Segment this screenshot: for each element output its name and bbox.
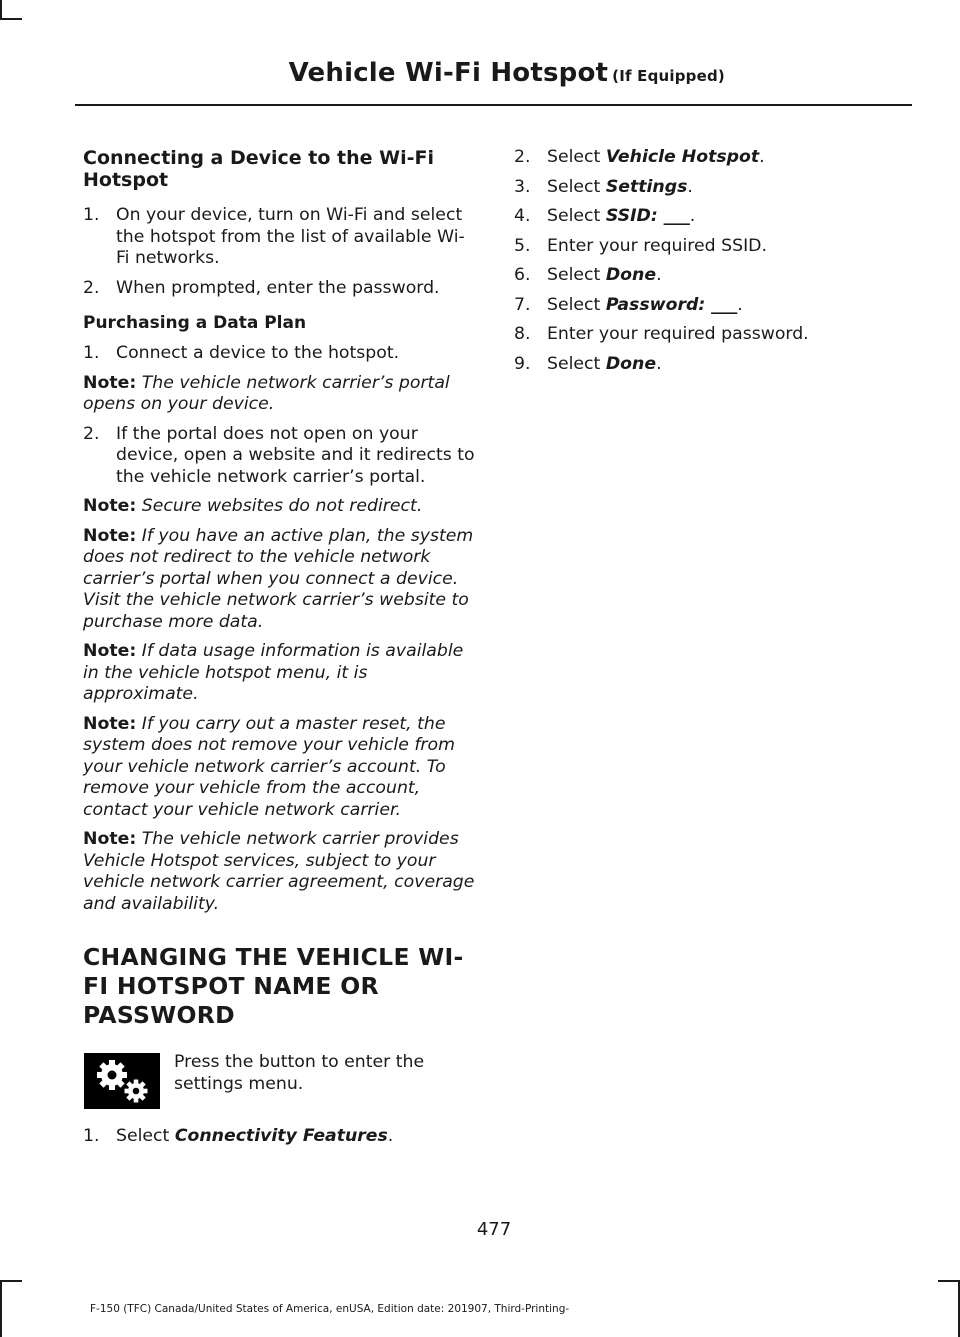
header-title-text: Vehicle Wi-Fi Hotspot — [288, 58, 609, 88]
note-text: Secure websites do not redirect. — [141, 496, 423, 516]
step-number: 2. — [83, 423, 100, 444]
step-text-suffix: . — [387, 1126, 394, 1146]
step-text-suffix: . — [737, 294, 743, 315]
note-text: The vehicle network carrier provides Vehicle Hotspot services, subject to your vehicle network carrier agreement, coverage and availability. — [83, 829, 475, 914]
step-text-suffix: . — [656, 353, 662, 374]
step-number: 8. — [514, 324, 531, 344]
step-number: 1. — [83, 205, 100, 225]
step-number: 6. — [514, 265, 531, 285]
list-item — [83, 343, 475, 365]
list-item — [514, 295, 914, 317]
step-text-suffix: . — [759, 147, 765, 167]
step-text-prefix: Select — [547, 353, 606, 374]
settings-instruction-text: Press the button to enter the settings menu. — [174, 1052, 425, 1094]
step-text-prefix: Enter your required SSID. — [547, 235, 767, 256]
step-text-prefix: Select — [116, 1126, 175, 1146]
menu-option: Password: ___ — [605, 294, 738, 315]
note-label: Note: — [83, 829, 137, 849]
step-number: 9. — [514, 353, 531, 374]
step-number: 1. — [83, 343, 100, 363]
menu-option: Connectivity Features — [174, 1126, 388, 1146]
note — [83, 714, 475, 822]
list-item — [514, 354, 914, 376]
settings-gears-icon — [84, 1053, 160, 1109]
step-text-prefix: Select — [547, 176, 606, 197]
step-text-suffix: . — [656, 265, 662, 285]
step-text: When prompted, enter the password. — [116, 277, 440, 298]
list-item — [514, 265, 914, 287]
step-number: 2. — [514, 147, 531, 167]
note — [83, 829, 475, 915]
note-text: If data usage information is available in the vehicle hotspot menu, it is approximate. — [83, 641, 464, 704]
step-text: On your device, turn on Wi-Fi and select the hotspot from the list of available Wi-Fi networks. — [116, 205, 465, 268]
list-item — [514, 324, 914, 346]
section-title-line: CHANGING THE VEHICLE WI- — [83, 943, 464, 971]
spacer — [83, 923, 475, 943]
note — [83, 496, 475, 518]
page-number: 477 — [476, 1219, 512, 1240]
page-header-title — [289, 58, 725, 88]
menu-option: Done — [605, 265, 657, 285]
note-text: If you carry out a master reset, the system does not remove your vehicle from your vehicle network carrier’s account. To remove your vehicle from the account, contact your vehicle network carrier. — [83, 713, 455, 820]
list-item — [514, 206, 914, 228]
left-column — [83, 147, 475, 1156]
step-text-suffix: . — [689, 206, 696, 226]
menu-option: SSID: ___ — [605, 206, 690, 226]
subsection-heading: Purchasing a Data Plan — [83, 313, 307, 333]
step-number: 5. — [514, 235, 531, 256]
note-label: Note: — [83, 525, 137, 546]
menu-option: Done — [605, 353, 657, 374]
list-item — [514, 177, 914, 199]
crop-mark — [938, 1280, 960, 1282]
step-text: Connect a device to the hotspot. — [116, 343, 400, 363]
step-number: 1. — [83, 1126, 100, 1146]
list-item — [514, 147, 914, 169]
right-column — [514, 147, 914, 383]
step-text-prefix: Select — [547, 206, 606, 226]
settings-instruction — [83, 1052, 475, 1112]
spacer — [83, 1030, 475, 1052]
menu-option: Vehicle Hotspot — [605, 147, 760, 167]
crop-mark — [0, 18, 22, 20]
menu-option: Settings — [605, 176, 688, 197]
list-item — [514, 236, 914, 258]
step-text-prefix: Select — [547, 265, 606, 285]
section-title-line: PASSWORD — [83, 1001, 235, 1029]
list-item — [83, 278, 475, 300]
crop-mark — [0, 0, 2, 18]
step-text-prefix: Select — [547, 294, 606, 315]
step-text-suffix: . — [687, 176, 693, 197]
note — [83, 526, 475, 634]
step-number: 3. — [514, 176, 531, 197]
crop-mark — [0, 1282, 2, 1337]
list-item — [83, 205, 475, 270]
note-text: The vehicle network carrier’s portal opens on your device. — [83, 372, 450, 414]
note-label: Note: — [83, 372, 137, 393]
crop-mark — [0, 1280, 22, 1282]
header-title-suffix: (If Equipped) — [612, 67, 725, 85]
step-number: 4. — [514, 206, 531, 226]
list-item — [83, 1126, 475, 1148]
step-text: If the portal does not open on your device, open a website and it redirects to the vehicle network carrier’s portal. — [116, 423, 475, 487]
note — [83, 641, 475, 706]
header-divider — [75, 104, 912, 106]
footer-text: F-150 (TFC) Canada/United States of America, enUSA, Edition date: 201907, Third-Printing- — [90, 1303, 570, 1315]
list-item — [83, 424, 475, 489]
step-number: 2. — [83, 277, 100, 298]
section-heading: Connecting a Device to the Wi-Fi Hotspot — [83, 147, 434, 191]
step-text-prefix: Enter your required password. — [547, 324, 809, 344]
step-number: 7. — [514, 294, 531, 315]
section-title-line: FI HOTSPOT NAME OR — [83, 972, 379, 1000]
note-label: Note: — [83, 713, 137, 734]
note-label: Note: — [83, 496, 137, 516]
note-text: If you have an active plan, the system does not redirect to the vehicle network carrier’s portal when you connect a device. Visit the vehicle network carrier’s website to purchase more data. — [83, 525, 474, 632]
step-text-prefix: Select — [547, 147, 606, 167]
note-label: Note: — [83, 641, 137, 661]
note — [83, 373, 475, 416]
